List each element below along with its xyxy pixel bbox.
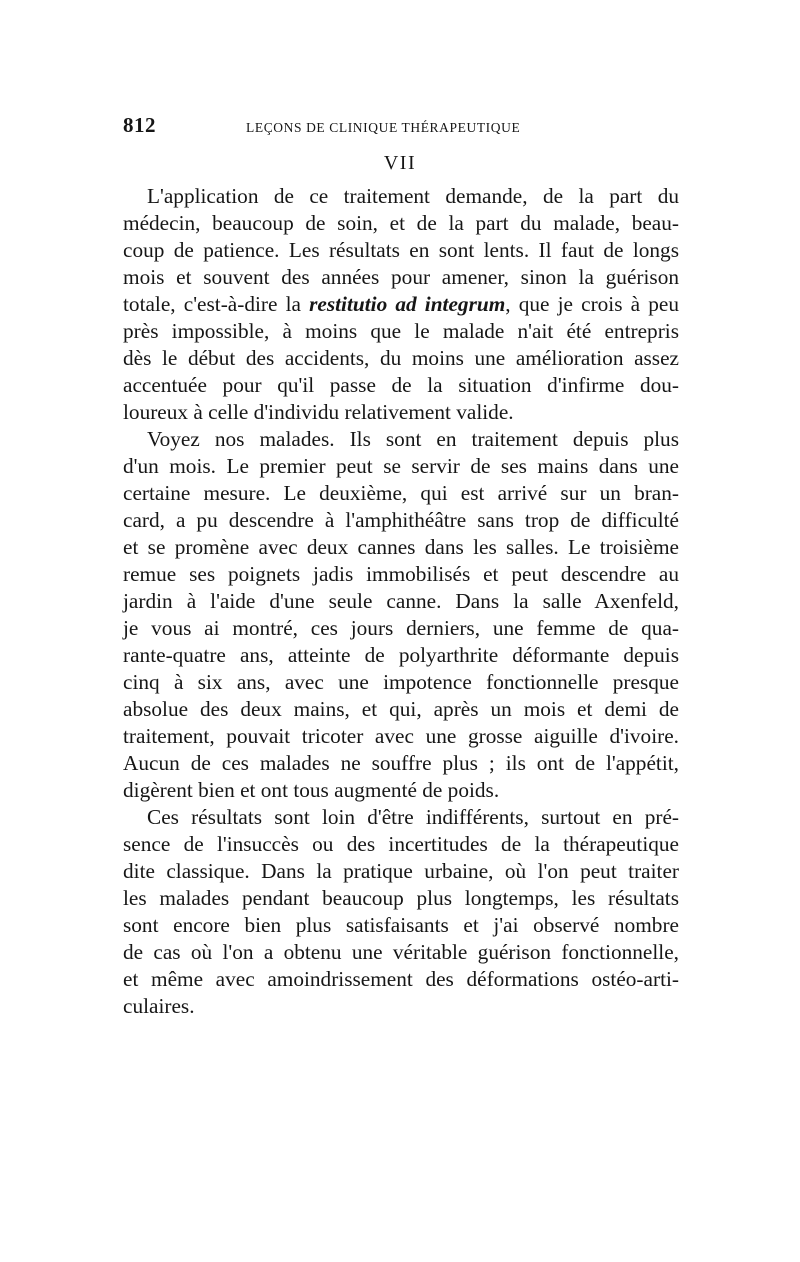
text-line: remue ses poignets jadis immobilisés et peut descendre au — [123, 562, 679, 586]
text-line: et même avec amoindrissement des déformations ostéo-arti- — [123, 967, 679, 991]
text-line: d'un mois. Le premier peut se servir de ses mains dans une — [123, 454, 679, 478]
text-line: rante-quatre ans, atteinte de polyarthrite déformante depuis — [123, 643, 679, 667]
text-segment: totale, c'est-à-dire la — [123, 292, 310, 316]
text-line: et se promène avec deux cannes dans les salles. Le troisième — [123, 535, 679, 559]
text-line: certaine mesure. Le deuxième, qui est arrivé sur un bran- — [123, 481, 679, 505]
text-line: mois et souvent des années pour amener, sinon la guérison — [123, 265, 679, 289]
text-line: accentuée pour qu'il passe de la situation d'infirme dou- — [123, 373, 679, 397]
text-line: Aucun de ces malades ne souffre plus ; ils ont de l'appétit, — [123, 751, 679, 775]
text-line: culaires. — [123, 994, 195, 1018]
page-number: 812 — [123, 113, 156, 137]
text-line: près impossible, à moins que le malade n'ait été entrepris — [123, 319, 679, 343]
text-line: de cas où l'on a obtenu une véritable guérison fonctionnelle, — [123, 940, 679, 964]
text-line: digèrent bien et ont tous augmenté de poids. — [123, 778, 500, 802]
running-title: LEÇONS DE CLINIQUE THÉRAPEUTIQUE — [246, 120, 521, 135]
text-line: card, a pu descendre à l'amphithéâtre sans trop de difficulté — [123, 508, 679, 532]
text-line: jardin à l'aide d'une seule canne. Dans la salle Axenfeld, — [123, 589, 679, 613]
text-segment: , que je crois à peu — [505, 292, 679, 316]
text-line: cinq à six ans, avec une impotence fonctionnelle presque — [123, 670, 679, 694]
text-line: sont encore bien plus satisfaisants et j'ai observé nombre — [123, 913, 679, 937]
text-line: médecin, beaucoup de soin, et de la part du malade, beau- — [123, 211, 679, 235]
text-line: Ces résultats sont loin d'être indifférents, surtout en pré- — [147, 805, 679, 829]
text-line: dès le début des accidents, du moins une amélioration assez — [123, 346, 679, 370]
section-heading: VII — [383, 152, 417, 174]
text-line: les malades pendant beaucoup plus longtemps, les résultats — [123, 886, 679, 910]
text-line: dite classique. Dans la pratique urbaine, où l'on peut traiter — [123, 859, 679, 883]
text-line: traitement, pouvait tricoter avec une grosse aiguille d'ivoire. — [123, 724, 679, 748]
latin-phrase: restitutio ad integrum — [309, 292, 506, 316]
text-line — [123, 290, 679, 318]
running-head — [123, 113, 679, 141]
text-line: coup de patience. Les résultats en sont lents. Il faut de longs — [123, 238, 679, 262]
text-line: L'application de ce traitement demande, de la part du — [147, 184, 679, 208]
text-line: sence de l'insuccès ou des incertitudes de la thérapeutique — [123, 832, 679, 856]
text-line: je vous ai montré, ces jours derniers, une femme de qua- — [123, 616, 679, 640]
text-line: loureux à celle d'individu relativement valide. — [123, 400, 514, 424]
text-line: Voyez nos malades. Ils sont en traitement depuis plus — [147, 427, 679, 451]
text-line: absolue des deux mains, et qui, après un mois et demi de — [123, 697, 679, 721]
